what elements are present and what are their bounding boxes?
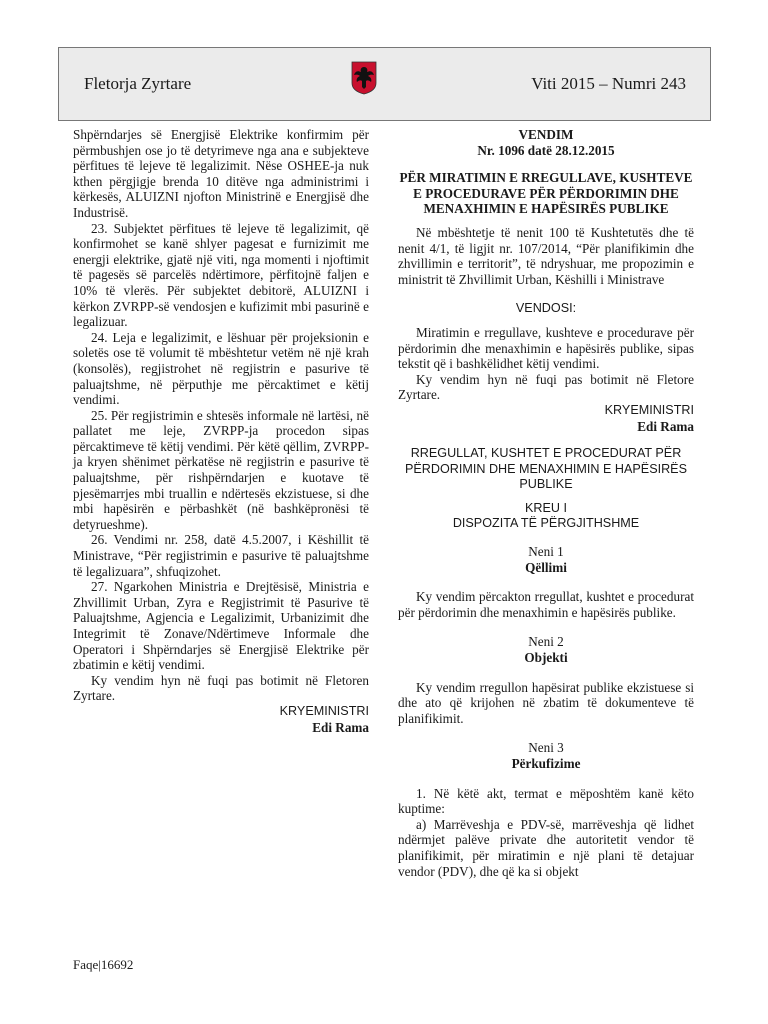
page-header xyxy=(58,47,711,121)
article-2-number: Neni 2 xyxy=(528,634,564,650)
signature-title: KRYEMINISTRI xyxy=(279,703,369,718)
article-2-title: Objekti xyxy=(524,650,568,666)
left-column xyxy=(73,127,369,735)
article-2-text: Ky vendim rregullon hapësirat publike ekzistuese si dhe ato që krijohen në zbatim të dokumenteve të planifikimit. xyxy=(398,679,694,726)
issue-number: Viti 2015 – Numri 243 xyxy=(531,74,686,93)
article-1-text: Ky vendim përcakton rregullat, kushtet e procedurat për përdorimin dhe menaxhimin e hapësirës publike. xyxy=(398,589,694,620)
paragraph-26: 26. Vendimi nr. 258, datë 4.5.2007, i Këshillit të Ministrave, “Për regjistrimin e pasurive të paluajtshme të legalizuara”, shfuqizohet. xyxy=(73,532,369,579)
right-column xyxy=(398,127,694,879)
article-3-number: Neni 3 xyxy=(528,740,564,756)
entry-into-force: Ky vendim hyn në fuqi pas botimit në Fletore Zyrtare. xyxy=(398,371,694,403)
paragraph-27: 27. Ngarkohen Ministria e Drejtësisë, Ministria e Zhvillimit Urban, Zyra e Regjistrimit të Pasurive të Paluajtshme, Agjencia e Legalizimit, Urbanizimit dhe Integrimit të Zonave/Ndërtimeve Informale dhe Operatori i Shpërndarjes së Energjisë Elektrike për zbatimin e këtij vendimi. xyxy=(73,579,369,673)
decision-title: PËR MIRATIMIN E RREGULLAVE, KUSHTEVE E PROCEDURAVE PËR PËRDORIMIN DHE MENAXHIMIN E HAPËSIRËS PUBLIKE xyxy=(399,170,693,217)
article-1-title: Qëllimi xyxy=(525,559,567,575)
page-number: Faqe|16692 xyxy=(73,957,134,972)
article-3-item-a: a) Marrëveshja e PDV-së, marrëveshja që lidhet ndërmjet palëve private dhe autoritetit vendor të planifikimit, për miratimin e një plani të detajuar vendor (PDV), dhe që ka si objekt xyxy=(398,816,694,879)
signature-name: Edi Rama xyxy=(312,719,369,735)
albanian-eagle-emblem-icon xyxy=(351,61,377,95)
decided-heading: VENDOSI: xyxy=(515,301,577,316)
decision-label: VENDIM xyxy=(518,127,574,142)
paragraph-25: 25. Për regjistrimin e shtesës informale në lartësi, në pallatet me leje, ZVRPP-ja procedon sipas përcaktimeve të këtij vendimi. Për këtë qëllim, ZVRPP-ja kryen shënimet përkatëse në regjistrin e pasurive të paluajtshme, për rishpërndarjen e kuotave të pjesëmarrjes mbi truallin e ndërtesës ekzistuese, si dhe mbi hapësirën e përbashkët (në bashkëpronësi të detyrueshme). xyxy=(73,407,369,532)
article-3-paragraph-1: 1. Në këtë akt, termat e mëposhtëm kanë këto kuptime: xyxy=(398,785,694,817)
preamble: Në mbështetje të nenit 100 të Kushtetutës dhe të nenit 4/1, të ligjit nr. 107/2014, “Për planifikimin dhe zhvillimin e territorit”, të ndryshuar, me propozimin e ministrit të Zhvillimit Urban, Këshilli i Ministrave xyxy=(398,224,694,287)
closing-statement: Ky vendim hyn në fuqi pas botimit në Fletoren Zyrtare. xyxy=(73,672,369,704)
signature-title: KRYEMINISTRI xyxy=(604,402,694,417)
paragraph-24: 24. Leja e legalizimit, e lëshuar për projeksionin e soletës ose të volumit të mbështetur vetëm në një krah (konsolës), regjistrohet në regjistrin e pasurive të paluajtshme, në përputhje me përcaktimet e këtij vendimi. xyxy=(73,329,369,408)
chapter-title: DISPOZITA TË PËRGJITHSHME xyxy=(452,516,640,531)
chapter-number: KREU I xyxy=(525,500,567,515)
rules-title: RREGULLAT, KUSHTET E PROCEDURAT PËR PËRDORIMIN DHE MENAXHIMIN E HAPËSIRËS PUBLIKE xyxy=(404,446,687,492)
paragraph-continuation: Shpërndarjes së Energjisë Elektrike konfirmim për përmbushjen ose jo të detyrimeve nga ana e subjekteve përfitues të lejeve të legalizimit. Nëse OSHEE-ja nuk kthen përgjigje brenda 10 ditëve nga administrimi i kërkesës, ALUIZNI njofton Ministrinë e Energjisë dhe Industrisë. xyxy=(73,127,369,220)
decision-number: Nr. 1096 datë 28.12.2015 xyxy=(477,142,615,158)
signature-name: Edi Rama xyxy=(637,418,694,434)
article-1-number: Neni 1 xyxy=(528,544,564,560)
journal-title: Fletorja Zyrtare xyxy=(84,74,192,93)
paragraph-23: 23. Subjektet përfitues të lejeve të legalizimit, që konfirmohet se kanë shlyer pagesat e furnizimit me energji elektrike, gjatë një viti, nga momenti i njoftimit të pagesës së parcelës ndërtimore, përfitojnë faljen e 10% të vlerës. Për subjektet debitorë, ALUIZNI i kërkon ZVRPP-së vendosjen e kufizimit mbi pasurinë e legalizuar. xyxy=(73,220,369,330)
decision-text: Miratimin e rregullave, kushteve e procedurave për përdorimin dhe menaxhimin e hapësirës publike, sipas tekstit që i bashkëlidhet këtij vendimi. xyxy=(398,324,694,372)
article-3-title: Përkufizime xyxy=(511,756,581,771)
